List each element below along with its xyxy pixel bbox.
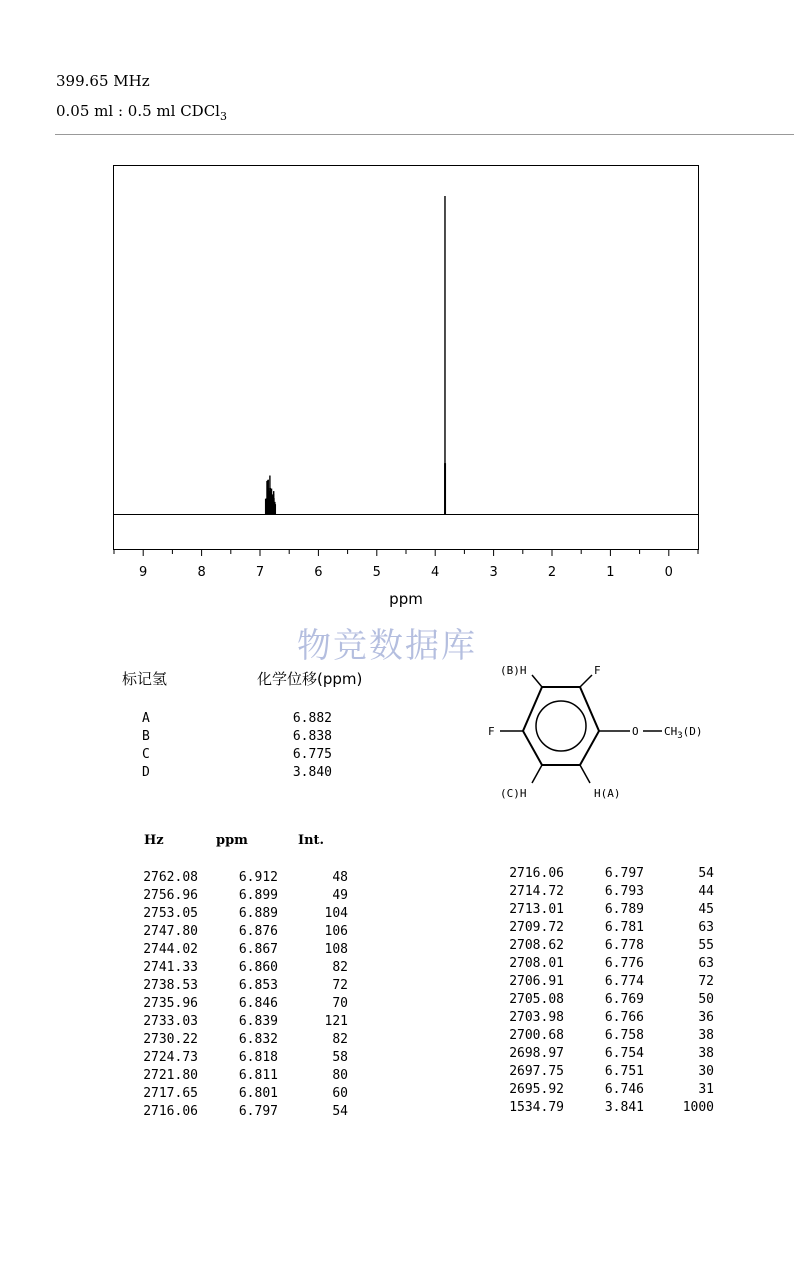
ppm-cell: 6.860 [238,960,278,975]
hz-cell: 2733.03 [143,1014,198,1029]
peaks-layer [266,196,445,514]
table-row [126,1032,348,1050]
ppm-cell: 6.774 [604,974,644,989]
hz-cell: 2738.53 [143,978,198,993]
benzene-ring [523,687,599,765]
hz-cell: 2744.02 [143,942,198,957]
table-row [126,1050,348,1068]
sample-description: 0.05 ml : 0.5 ml CDCl$_3$ [56,102,227,123]
int-cell: 104 [324,906,348,921]
int-cell: 70 [332,996,348,1011]
int-cell: 106 [324,924,348,939]
ppm-cell: 3.841 [604,1100,644,1115]
hz-cell: 2700.68 [509,1028,564,1043]
table-row [126,942,348,960]
table-row [492,1046,714,1064]
table-row [492,992,714,1010]
ppm-cell: 6.867 [238,942,278,957]
table-row [492,974,714,992]
plot-frame [114,166,699,550]
int-cell: 80 [332,1068,348,1083]
label-f-left: F [488,725,495,738]
ppm-cell: 6.832 [238,1032,278,1047]
table-row [126,996,348,1014]
label-ch3: $CH_3(D)$ [664,725,703,741]
int-cell: 48 [332,870,348,885]
int-cell: 45 [698,902,714,917]
header-divider [55,134,794,135]
label-bh: (B)H [500,664,527,677]
int-cell: 108 [324,942,348,957]
table-row [126,888,348,906]
int-cell: 30 [698,1064,714,1079]
watermark: 物竞数据库 [297,626,477,666]
ppm-cell: 6.839 [238,1014,278,1029]
table-row [492,866,714,884]
table-row [492,1100,714,1118]
ppm-cell: 6.754 [604,1046,644,1061]
hz-cell: 2695.92 [509,1082,564,1097]
hz-cell: 2721.80 [143,1068,198,1083]
table-row [492,956,714,974]
table-row [492,938,714,956]
hz-cell: 2716.06 [509,866,564,881]
hz-cell: 2762.08 [143,870,198,885]
hz-cell: 2713.01 [509,902,564,917]
assignment-row: A 6.882 [142,711,332,726]
hz-cell: 2709.72 [509,920,564,935]
col-header-int: Int. [298,833,325,848]
assignment-row: B 6.838 [142,729,332,744]
hz-cell: 2730.22 [143,1032,198,1047]
x-axis-ticks [114,550,698,580]
int-cell: 82 [332,1032,348,1047]
int-cell: 72 [332,978,348,993]
label-ch: (C)H [500,787,527,800]
table-row [126,1014,348,1032]
ppm-cell: 6.789 [604,902,644,917]
ppm-cell: 6.793 [604,884,644,899]
table-row [126,870,348,888]
int-cell: 38 [698,1046,714,1061]
table-row [492,1082,714,1100]
hz-cell: 2714.72 [509,884,564,899]
hz-cell: 2705.08 [509,992,564,1007]
ppm-cell: 6.746 [604,1082,644,1097]
hz-cell: 2756.96 [143,888,198,903]
x-tick-label: 0 [664,565,673,580]
label-ha: H(A) [594,787,621,800]
int-cell: 121 [324,1014,348,1029]
col-header-ppm: ppm [216,833,248,848]
ppm-cell: 6.766 [604,1010,644,1025]
hz-cell: 2724.73 [143,1050,198,1065]
int-cell: 55 [698,938,714,953]
hz-cell: 2708.62 [509,938,564,953]
peak-table-right [492,866,714,1118]
int-cell: 63 [698,956,714,971]
ppm-cell: 6.776 [604,956,644,971]
int-cell: 49 [332,888,348,903]
hz-cell: 2697.75 [509,1064,564,1079]
ppm-cell: 6.846 [238,996,278,1011]
hz-cell: 2753.05 [143,906,198,921]
ppm-cell: 6.853 [238,978,278,993]
hz-cell: 2716.06 [143,1104,198,1119]
x-tick-label: 5 [372,565,381,580]
label-f-top: F [594,664,601,677]
ppm-cell: 6.876 [238,924,278,939]
ppm-cell: 6.801 [238,1086,278,1101]
table-row [126,1086,348,1104]
ppm-cell: 6.769 [604,992,644,1007]
table-row [492,1010,714,1028]
table-row [492,884,714,902]
assignment-table [142,711,332,783]
int-cell: 1000 [682,1100,714,1115]
int-cell: 36 [698,1010,714,1025]
spectrometer-frequency: 399.65 MHz [56,72,150,90]
x-tick-label: 2 [547,565,557,580]
table-row [126,906,348,924]
hz-cell: 2708.01 [509,956,564,971]
hz-cell: 2698.97 [509,1046,564,1061]
assignment-row: D 3.840 [142,765,332,780]
hz-cell: 1534.79 [509,1100,564,1115]
ppm-cell: 6.778 [604,938,644,953]
int-cell: 44 [698,884,714,899]
ppm-cell: 6.797 [238,1104,278,1119]
table-row [126,924,348,942]
table-row [126,1068,348,1086]
table-row [126,1104,348,1122]
int-cell: 63 [698,920,714,935]
x-tick-label: 7 [255,565,265,580]
table-row [126,978,348,996]
int-cell: 58 [332,1050,348,1065]
ppm-cell: 6.889 [238,906,278,921]
label-o: O [632,725,639,738]
x-tick-label: 3 [489,565,498,580]
table-row [492,1028,714,1046]
assignment-shift-header: 化学位移(ppm) [257,670,363,688]
ppm-cell: 6.912 [238,870,278,885]
ppm-cell: 6.811 [238,1068,278,1083]
table-row [126,960,348,978]
ppm-cell: 6.818 [238,1050,278,1065]
ppm-cell: 6.781 [604,920,644,935]
hz-cell: 2741.33 [143,960,198,975]
int-cell: 38 [698,1028,714,1043]
int-cell: 54 [698,866,714,881]
col-header-hz: Hz [144,833,164,848]
x-axis-label: ppm [389,590,423,608]
hz-cell: 2706.91 [509,974,564,989]
assignment-row: C 6.775 [142,747,332,762]
table-row [492,902,714,920]
int-cell: 54 [332,1104,348,1119]
x-tick-label: 4 [431,565,440,580]
ppm-cell: 6.751 [604,1064,644,1079]
ppm-cell: 6.797 [604,866,644,881]
table-row [492,920,714,938]
x-tick-label: 6 [314,565,323,580]
x-tick-label: 8 [197,565,206,580]
hz-cell: 2735.96 [143,996,198,1011]
ppm-cell: 6.899 [238,888,278,903]
hz-cell: 2747.80 [143,924,198,939]
aromatic-circle [536,701,586,751]
x-tick-label: 1 [606,565,615,580]
int-cell: 82 [332,960,348,975]
int-cell: 72 [698,974,714,989]
table-row [492,1064,714,1082]
int-cell: 50 [698,992,714,1007]
nmr-spectrum-chart [0,150,794,610]
molecule-structure [480,655,740,805]
hz-cell: 2703.98 [509,1010,564,1025]
ppm-cell: 6.758 [604,1028,644,1043]
int-cell: 60 [332,1086,348,1101]
assignment-label-header: 标记氢 [122,670,168,688]
peak-table-left [126,870,348,1122]
x-tick-label: 9 [139,565,148,580]
hz-cell: 2717.65 [143,1086,198,1101]
int-cell: 31 [698,1082,714,1097]
